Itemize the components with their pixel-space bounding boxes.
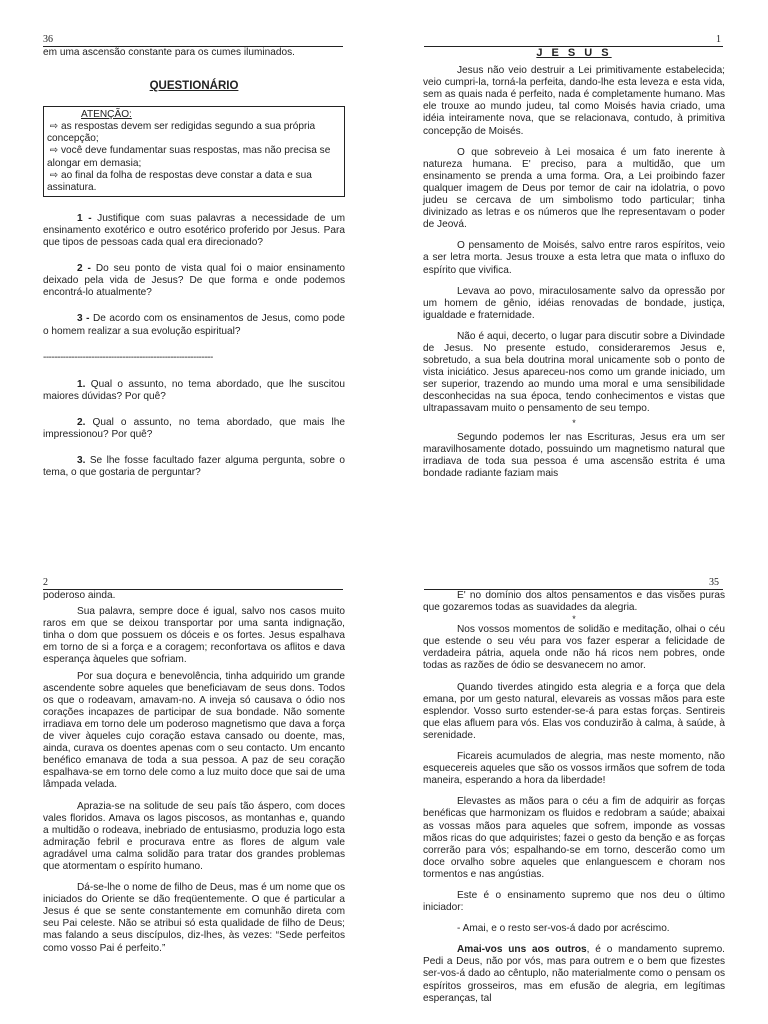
page-number: 1 bbox=[716, 34, 721, 45]
chapter-title: J E S U S bbox=[536, 47, 612, 59]
arrow-right-icon: ⇨ bbox=[49, 169, 59, 181]
reflection-item: 2. Qual o assunto, no tema abordado, que mais lhe impressionou? Por quê? bbox=[43, 416, 346, 440]
question-item: 1 - Justifique com suas palavras a necessidade de um ensinamento exotérico e outro esotérico proferido por Jesus. Para que tipos de pessoas cada qual era direcionado? bbox=[43, 212, 345, 249]
paragraph: Dá-se-lhe o nome de filho de Deus, mas é um nome que os iniciados do Oriente se dão freqüentemente. O que é particular a Jesus é que se sente constantemente em comunhão direta com seu Pai celeste. Não se atribui só esta qualidade de filho de Deus; mas falando a seus discípulos, diz-lhes, às vezes: “Sede perfeitos como vosso Pai é perfeito.” bbox=[43, 882, 345, 954]
paragraph: O que sobreveio à Lei mosaica é um fato inerente à natureza humana. E' preciso, para a multidão, que um ensinamento se prenda a uma forma. Ora, a Lei proibindo fazer qualquer imagem de Deus por temor de cair na idolatria, o povo judeu se cercava de um simbolismo todo particular; tinha divinizado as letras e os números que lhe representavam o poder de Jeová. bbox=[423, 146, 725, 231]
paragraph: Nos vossos momentos de solidão e meditação, olhai o céu que estende o seu véu para vos fazer esperar a felicidade de verdadeira pátria, aquela onde não há ricos nem pobres, onde todas as razões de ódio se desvanecem no amor. bbox=[423, 624, 725, 672]
attention-item: ⇨ você deve fundamentar suas respostas, mas não precisa se alongar em demasia; bbox=[47, 145, 331, 169]
separator-line: ------------------------------------------------------------ bbox=[43, 351, 213, 363]
paragraph: Por sua doçura e benevolência, tinha adquirido um grande ascendente sobre aqueles que beneficiavam de seus dons. Todos os que o rodeavam, amavam-no. A inveja só causava o ódio nos corações incapazes de participar de sua bondade. Não somente irradiava em torno dele um poderoso magnetismo que dava a força de viver àqueles cujo coração estava cansado ou doente, mas, ainda, curava os doentes apenas com o seu contacto. Um encanto benéfico emanava de toda a sua pessoa. A paz de seu coração espalhava-se em torno dele como a luz muito doce que sai de uma lâmpada velada. bbox=[43, 670, 345, 791]
paragraph: O pensamento de Moisés, salvo entre raros espíritos, veio a ser letra morta. Jesus trouxe a esta letra que mata o influxo do espírito que vivifica. bbox=[423, 240, 725, 276]
attention-heading: ATENÇÃO: bbox=[81, 109, 132, 121]
paragraph: Levava ao povo, miraculosamente salvo da opressão por um homem de gênio, idéias renovadas de bondade, justiça, igualdade e fraternidade. bbox=[423, 285, 725, 321]
paragraph: Amai-vos uns aos outros, é o mandamento supremo. Pedi a Deus, não por vós, mas para outrem e o bem que fizestes ser-vos-á dado ao cêntuplo, não materialmente como o pensam os espíritos grosseiros, mas em efusão de alegria, em legítimas esperanças, tal bbox=[423, 944, 725, 1004]
carryover-text: poderoso ainda. bbox=[43, 590, 116, 601]
paragraph: - Amai, e o resto ser-vos-á dado por acréscimo. bbox=[457, 923, 670, 935]
emphasis-text: Amai-vos uns aos outros bbox=[457, 944, 587, 956]
section-star: * bbox=[572, 417, 576, 428]
paragraph: Não é aqui, decerto, o lugar para discutir sobre a Divindade de Jesus. No presente estudo, consideraremos Jesus e, sobretudo, a sua bela doutrina moral unicamente sob o ponto de vista iniciático. Jesus apareceu-nos como um grande iniciado, um ser superior, trazendo ao mundo uma moral e uma sensibilidade desconhecidas na sua época, tendo conhecimentos e vistas que ultrapassavam muito o pensamento de seu tempo. bbox=[423, 330, 725, 415]
page-1 bbox=[423, 47, 725, 480]
paragraph: Aprazia-se na solitude de seu país tão áspero, com doces vales floridos. Amava os lagos piscosos, as montanhas e, quando a multidão o rodeava, inebriado de entusiasmo, produzia logo esta admiração febril e procurava entre as flores de algum vale agradável uma calma solidão para tratar dos grandes problemas que atormentam o espírito humano. bbox=[43, 800, 345, 872]
carryover-text: E' no domínio dos altos pensamentos e das visões puras que gozaremos todas as suavidades da alegria. bbox=[423, 590, 725, 614]
arrow-right-icon: ⇨ bbox=[49, 121, 59, 133]
page-35 bbox=[423, 590, 725, 1005]
page-2 bbox=[43, 590, 345, 955]
page-number: 36 bbox=[43, 34, 53, 45]
page-36 bbox=[43, 47, 345, 479]
paragraph: Jesus não veio destruir a Lei primitivamente estabelecida; veio cumpri-la, torná-la perfeita, dando-lhe esta leveza e esta vida, sem as quais nada é perfeito, nada é completamente humano. Mas ele trouxe ao mundo judeu, tal como Moisés havia criado, uma idéia inteiramente nova, que se relacionava, contudo, à primitiva concepção de Moisés. bbox=[423, 65, 725, 137]
page-title: QUESTIONÁRIO bbox=[149, 80, 239, 93]
reflection-item: 3. Se lhe fosse facultado fazer alguma pergunta, sobre o tema, o que gostaria de perguntar? bbox=[43, 454, 345, 479]
question-item: 3 - De acordo com os ensinamentos de Jesus, como pode o homem realizar a sua evolução espiritual? bbox=[43, 313, 346, 337]
paragraph: Segundo podemos ler nas Escrituras, Jesus era um ser maravilhosamente dotado, possuindo um magnetismo natural que irradiava de toda sua pessoa é uma ascensão estrita é uma bondade radiante faziam mais bbox=[423, 431, 725, 479]
attention-item: ⇨ ao final da folha de respostas deve constar a data e sua assinatura. bbox=[47, 169, 312, 193]
paragraph: Quando tiverdes atingido esta alegria e a força que dela emana, por um gesto natural, elevareis as vossas mãos para este esplendor. Vosso surto estender-se-á para estas forças. Sentireis que elas afluem para vós. Elas vos conduzirão à calma, à saúde, à serenidade. bbox=[423, 681, 725, 741]
section-star: * bbox=[572, 614, 576, 625]
page-number: 2 bbox=[43, 577, 48, 588]
paragraph: Elevastes as mãos para o céu a fim de adquirir as forças benéficas que harmonizam os fluidos e redobram a saúde; abaixai as vossas mãos para aqueles que sofrem, imponde as vossas mãos ricas do que adquiristes; fazei o gesto da benção e as forças correrão para vós; espalhando-se em torno, descerão como um doce orvalho sobre aqueles que enlanguescem e choram nos tormentos e nas angústias. bbox=[423, 796, 725, 880]
page-number: 35 bbox=[709, 577, 719, 588]
carryover-text: em uma ascensão constante para os cumes iluminados. bbox=[43, 47, 295, 58]
reflection-item: 1. Qual o assunto, no tema abordado, que lhe suscitou maiores dúvidas? Por quê? bbox=[43, 378, 345, 402]
question-item: 2 - Do seu ponto de vista qual foi o maior ensinamento deixado pela vida de Jesus? De que forma e onde podemos encontrá-lo atualmente? bbox=[43, 263, 345, 299]
paragraph: Sua palavra, sempre doce é igual, salvo nos casos muito raros em que se deixou transportar por uma santa indignação, tinha o dom que possuem os dóceis e os fortes. Jesus espalhava em torno de si a força e a coragem; reconfortava os aflitos e dava esperança àqueles que sofriam. bbox=[43, 606, 345, 666]
arrow-right-icon: ⇨ bbox=[49, 145, 59, 157]
paragraph: Este é o ensinamento supremo que nos deu o último iniciador: bbox=[423, 889, 725, 914]
attention-box bbox=[43, 106, 345, 197]
paragraph: Ficareis acumulados de alegria, mas neste momento, não esquecereis aqueles que são os vossos irmãos que sofrem de toda maneira, esperando a hora da liberdade! bbox=[423, 751, 725, 787]
attention-item: ⇨ as respostas devem ser redigidas segundo a sua própria concepção; bbox=[47, 121, 316, 145]
